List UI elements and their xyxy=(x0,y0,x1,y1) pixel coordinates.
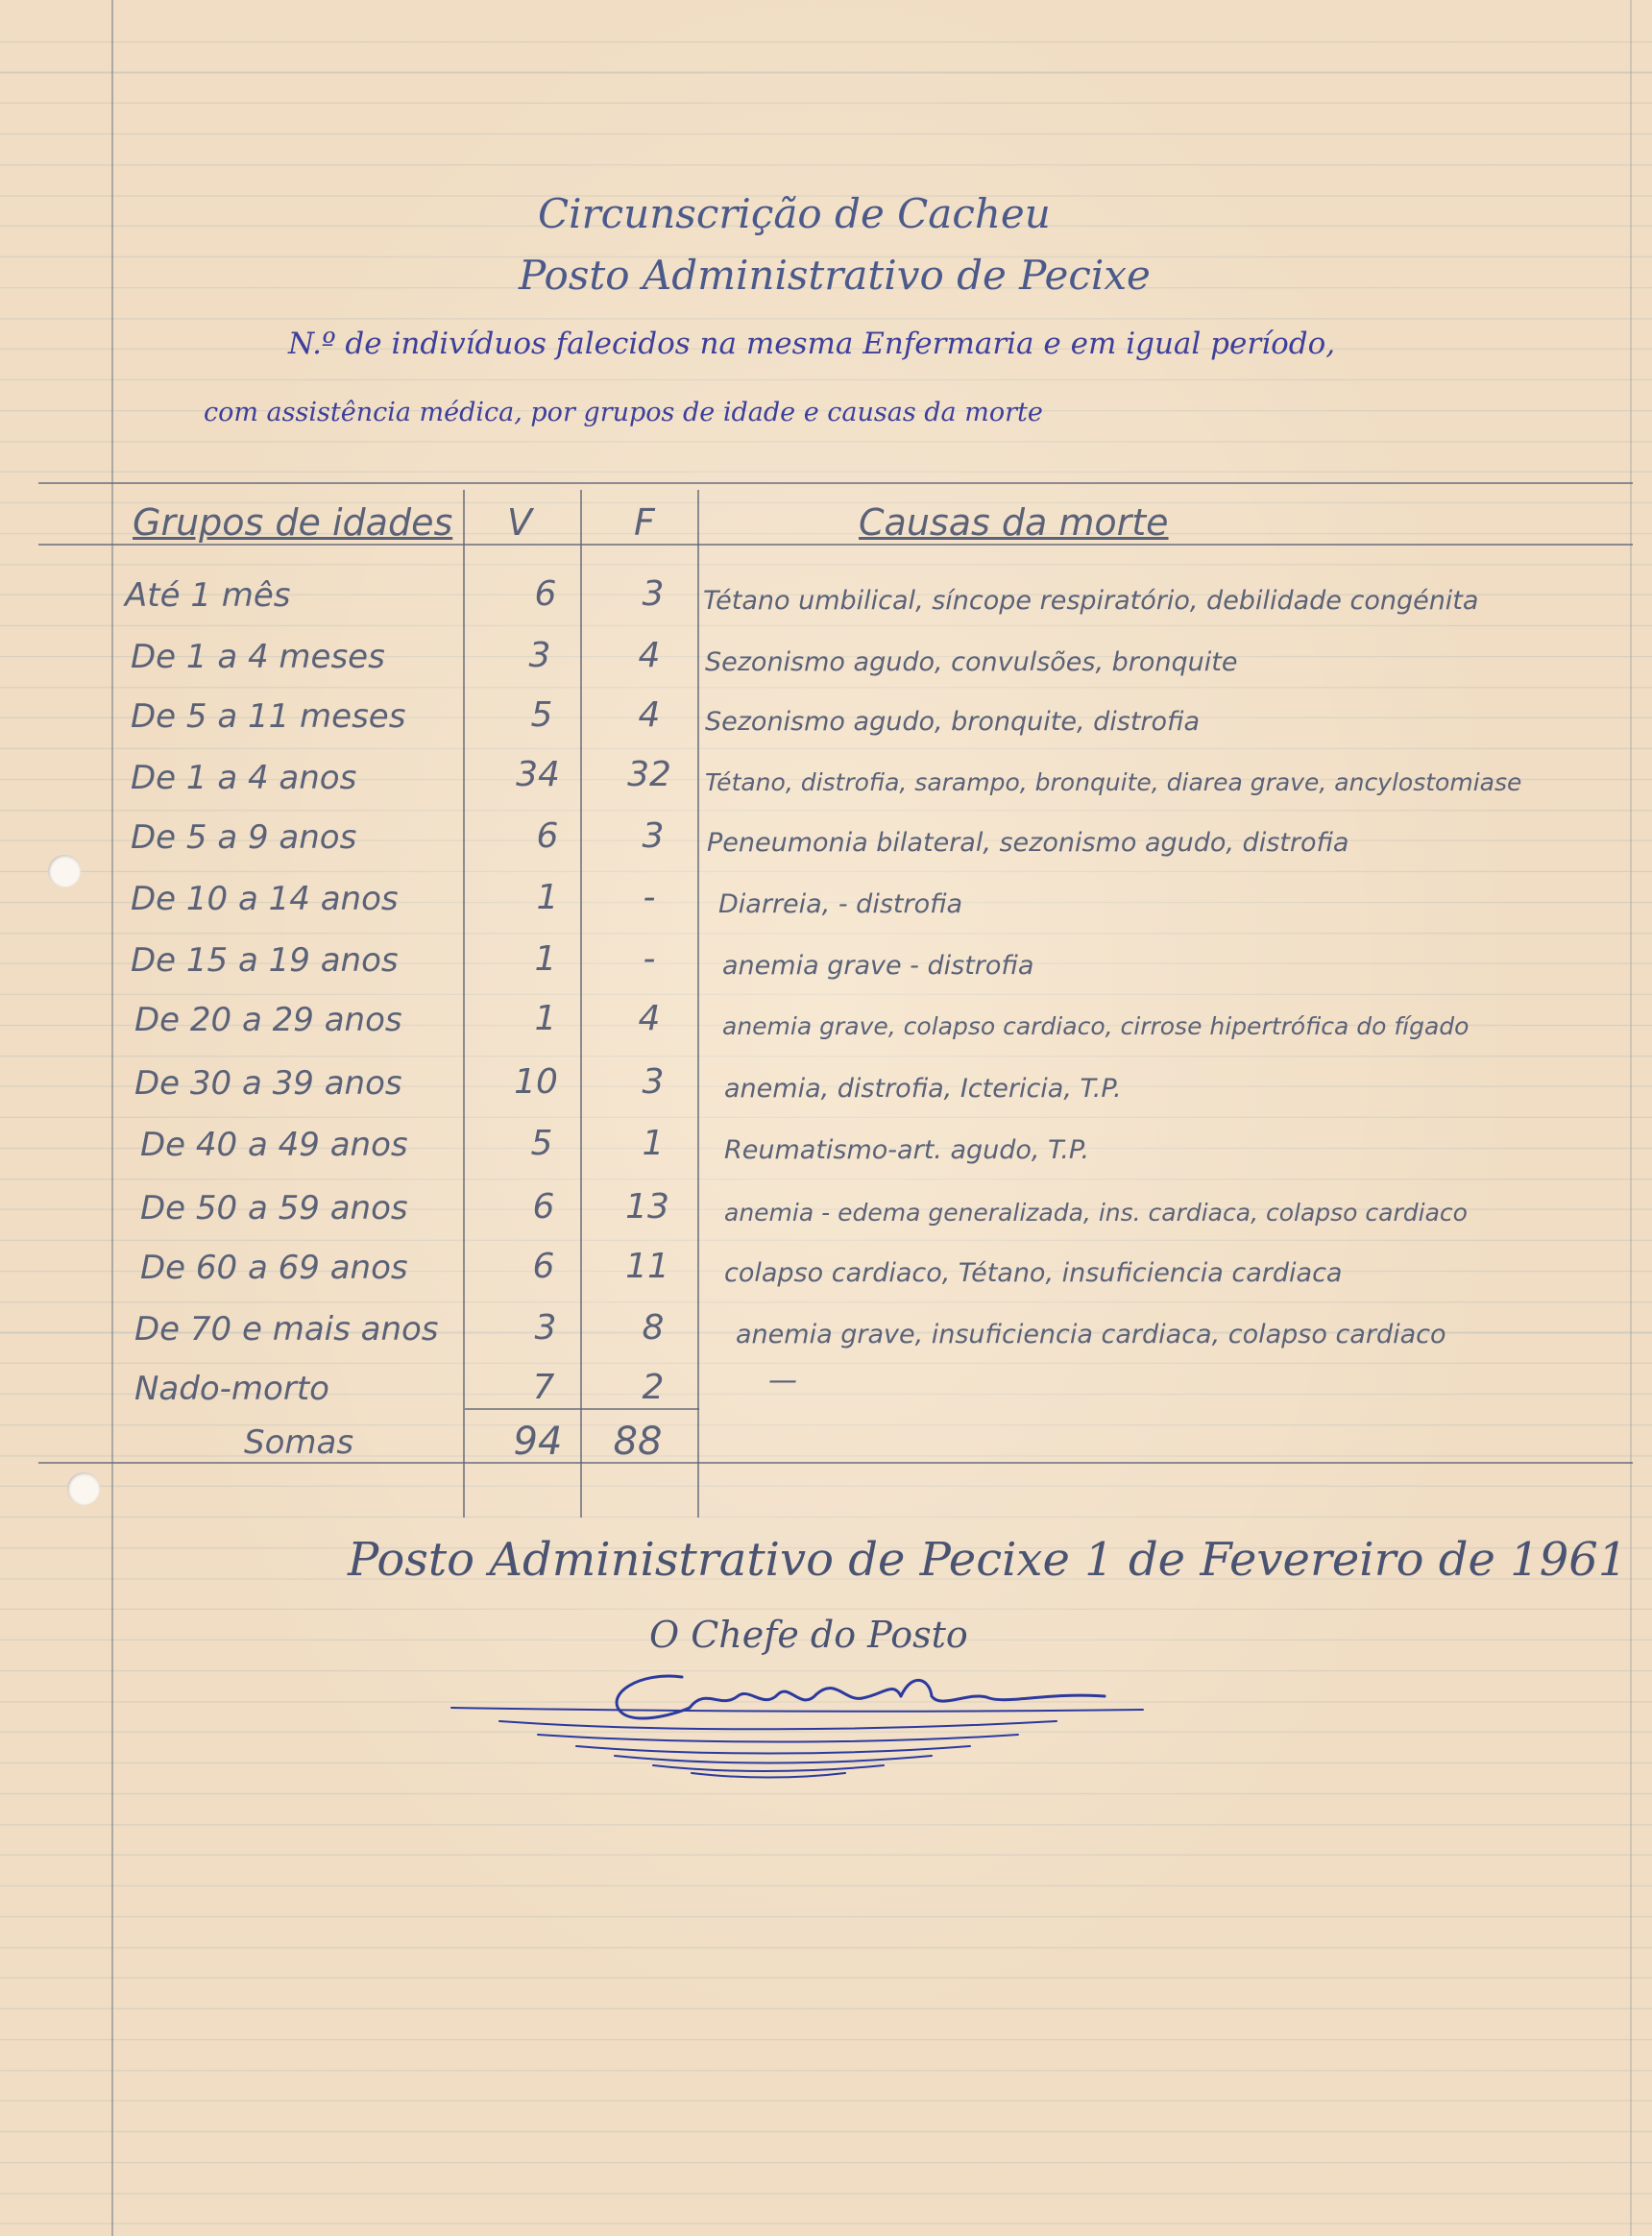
header-title-line2: com assistência médica, por grupos de idade e causas da morte xyxy=(204,398,1043,427)
age-group-label: De 40 a 49 anos xyxy=(140,1126,408,1164)
female-count: 3 xyxy=(642,574,665,614)
header-district: Circunscrição de Cacheu xyxy=(538,190,1051,237)
age-group-label: De 15 a 19 anos xyxy=(131,941,399,980)
male-count: 3 xyxy=(534,1308,557,1348)
table-top-rule xyxy=(38,482,1633,484)
column-divider-v xyxy=(463,490,465,1518)
punch-hole-top xyxy=(48,855,81,887)
age-group-label: De 5 a 11 meses xyxy=(131,697,406,736)
punch-hole-bottom xyxy=(67,1472,100,1505)
female-count: - xyxy=(643,939,656,979)
male-count: 6 xyxy=(532,1247,555,1286)
causes-of-death: Diarreia, - distrofia xyxy=(718,889,963,919)
totals-rule xyxy=(465,1408,699,1410)
male-count: 5 xyxy=(530,695,553,735)
age-group-label: De 50 a 59 anos xyxy=(140,1189,408,1227)
column-header-f: F xyxy=(634,501,655,544)
age-group-label: De 30 a 39 anos xyxy=(134,1064,402,1103)
causes-of-death: anemia grave, insuficiencia cardiaca, colapso cardiaco xyxy=(736,1320,1446,1349)
female-count: 8 xyxy=(642,1308,665,1348)
causes-of-death: — xyxy=(768,1364,797,1398)
female-count: 13 xyxy=(625,1187,669,1227)
female-count: 2 xyxy=(642,1368,665,1407)
column-header-v: V xyxy=(507,501,532,544)
totals-label: Somas xyxy=(244,1423,354,1462)
male-count: 6 xyxy=(534,574,557,614)
age-group-label: De 5 a 9 anos xyxy=(131,818,357,857)
place-and-date: Posto Administrativo de Pecixe 1 de Fevereiro de 1961 xyxy=(348,1533,1628,1587)
table-bottom-rule xyxy=(38,1462,1633,1464)
right-margin-rule xyxy=(1630,0,1632,2236)
age-group-label: De 20 a 29 anos xyxy=(134,1001,402,1039)
male-count: 5 xyxy=(530,1124,553,1163)
age-group-label: Nado-morto xyxy=(134,1370,329,1408)
causes-of-death: anemia - edema generalizada, ins. cardiaca, colapso cardiaco xyxy=(724,1199,1468,1227)
male-count: 6 xyxy=(532,1187,555,1227)
header-post: Posto Administrativo de Pecixe xyxy=(519,252,1151,299)
age-group-label: De 1 a 4 anos xyxy=(131,759,357,797)
male-count: 7 xyxy=(532,1368,555,1407)
female-total: 88 xyxy=(613,1420,663,1464)
margin-rule xyxy=(111,0,113,2236)
age-group-label: De 60 a 69 anos xyxy=(140,1249,408,1287)
female-count: 4 xyxy=(638,999,661,1038)
female-count: 32 xyxy=(627,755,671,794)
female-count: 1 xyxy=(642,1124,665,1163)
male-total: 94 xyxy=(513,1420,563,1464)
male-count: 1 xyxy=(534,999,557,1038)
male-count: 1 xyxy=(534,939,557,979)
male-count: 34 xyxy=(516,755,560,794)
female-count: 4 xyxy=(638,695,661,735)
causes-of-death: Peneumonia bilateral, sezonismo agudo, distrofia xyxy=(707,828,1349,858)
signatory-role: O Chefe do Posto xyxy=(649,1614,968,1656)
female-count: 4 xyxy=(638,636,661,675)
age-group-label: De 10 a 14 anos xyxy=(131,880,399,918)
male-count: 1 xyxy=(536,878,559,917)
age-group-label: Até 1 mês xyxy=(125,576,291,615)
column-header-causes: Causas da morte xyxy=(859,501,1169,544)
female-count: 11 xyxy=(625,1247,669,1286)
male-count: 6 xyxy=(536,816,559,856)
causes-of-death: Sezonismo agudo, convulsões, bronquite xyxy=(705,647,1238,677)
causes-of-death: anemia grave, colapso cardiaco, cirrose hipertrófica do fígado xyxy=(722,1012,1470,1040)
age-group-label: De 70 e mais anos xyxy=(134,1310,439,1349)
causes-of-death: colapso cardiaco, Tétano, insuficiencia cardiaca xyxy=(724,1258,1343,1288)
male-count: 10 xyxy=(514,1062,558,1102)
causes-of-death: Tétano umbilical, síncope respiratório, debilidade congénita xyxy=(703,586,1479,616)
causes-of-death: anemia, distrofia, Ictericia, T.P. xyxy=(724,1074,1122,1104)
female-count: 3 xyxy=(642,816,665,856)
female-count: 3 xyxy=(642,1062,665,1102)
female-count: - xyxy=(643,878,656,917)
causes-of-death: Tétano, distrofia, sarampo, bronquite, diarea grave, ancylostomiase xyxy=(705,768,1522,796)
table-header-rule xyxy=(38,544,1633,546)
age-group-label: De 1 a 4 meses xyxy=(131,638,385,676)
column-divider-causes xyxy=(697,490,699,1518)
signature xyxy=(432,1652,1162,1806)
male-count: 3 xyxy=(528,636,551,675)
column-header-age-groups: Grupos de idades xyxy=(133,501,453,544)
header-title-line1: N.º de indivíduos falecidos na mesma Enfermaria e em igual período, xyxy=(288,327,1336,361)
causes-of-death: Reumatismo-art. agudo, T.P. xyxy=(724,1135,1090,1165)
causes-of-death: anemia grave - distrofia xyxy=(722,951,1034,981)
causes-of-death: Sezonismo agudo, bronquite, distrofia xyxy=(705,707,1201,737)
